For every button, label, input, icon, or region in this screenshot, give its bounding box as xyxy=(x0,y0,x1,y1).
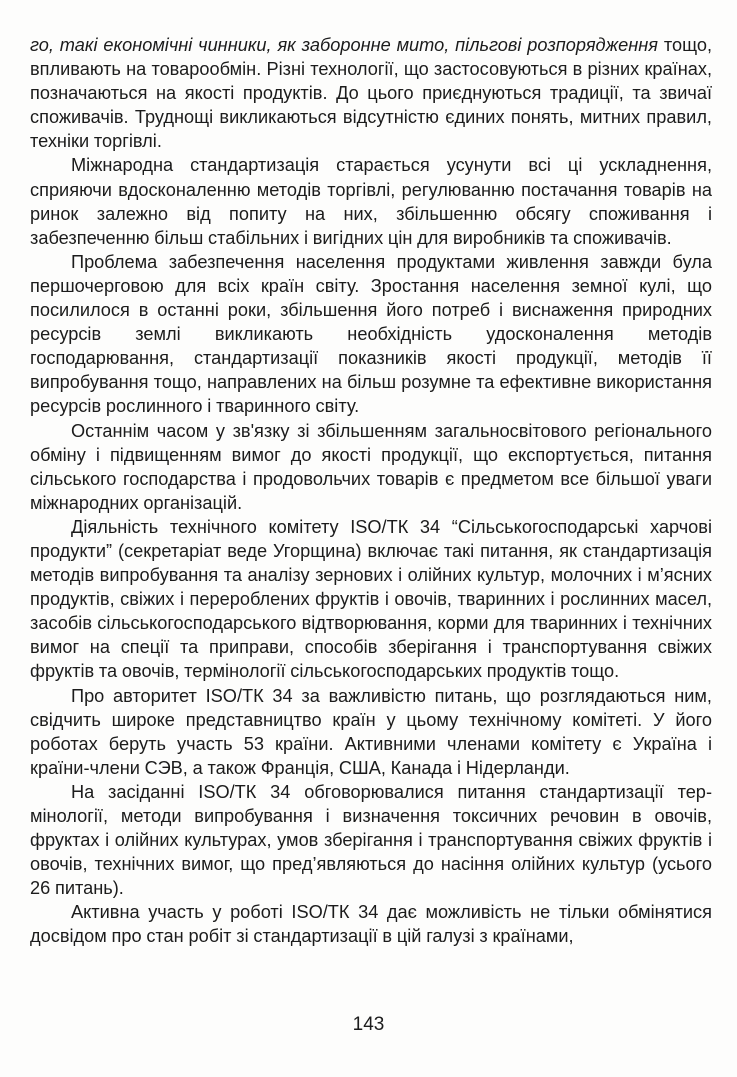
paragraph-1-text: тощо, впливають на товарообмін. Різні технології, що застосовуються в різних країнах, позначаються на якості продуктів. До цього приєднуються традиції, та звичаї споживачів. Труднощі викликаються відсутністю єдиних понять, митних правил, техніки торгівлі. xyxy=(30,35,712,152)
paragraph-4: Останнім часом у зв'язку зі збільшенням загальносвітового регіонального обміну і підвищенням вимог до якості продукції, що експортується, питання сільського господарства і продовольчих товарів є предметом все більшої уваги міжнародних організацій. xyxy=(30,420,712,513)
paragraph-8: Активна участь у роботі ISO/ТК 34 дає можливість не тільки обмінятися досвідом про стан робіт зі стандартизації в цій галузі з країнами, xyxy=(30,902,712,947)
body-text xyxy=(30,33,712,949)
paragraph-2: Міжнародна стандартизація старається усунути всі ці ускладнення, сприяючи вдосконаленню методів торгівлі, регулюванню постачання товарів на ринок залежно від попиту на них, збільшенню обсягу споживання і забезпеченню більш стабільних і вигідних цін для виробників та споживачів. xyxy=(30,155,712,248)
paragraph-7: На засіданні ISO/ТК 34 обговорювалися питання стандартизації термінології, методи випробування і визначення токсичних речовин в овочів, фруктах і олійних культурах, умов зберігання і транспортування свіжих фруктів і овочів, технічних вимог, що пред’являються до насіння олійних культур (усього 26 питань). xyxy=(30,781,712,899)
paragraph-6: Про авторитет ISO/ТК 34 за важливістю питань, що розглядаються ним, свідчить широке представництво країн у цьому технічному комітеті. У його роботах беруть участь 53 країни. Активними членами комітету є Україна і країни-члени СЭВ, а також Франція, США, Канада і Нідерланди. xyxy=(30,685,712,778)
paragraph-1 xyxy=(30,33,712,153)
paragraph-3: Проблема забезпечення населення продуктами живлення завжди була першочерговою для всіх країн світу. Зростання населення земної кулі, що посилилося в останні роки, збільшення його потреб і виснаження природних ресурсів землі викликають необхідність удосконалення методів господарювання, стандартизації показників якості продукції, методів її випробування тощо, направлених на більш розумне та ефективне використання ресурсів рослинного і тваринного світу. xyxy=(30,251,712,417)
paragraph-5: Діяльність технічного комітету ISO/ТК 34 “Сільськогосподарські харчові продукти” (секретаріат веде Угорщина) включає такі питання, як стандартизація методів випробування та аналізу зернових і олійних культур, молочних і м’ясних продуктів, свіжих і перероблених фруктів і овочів, тваринних і рослинних масел, засобів сільськогосподарського відтворювання, корми для тваринних і технічних вимог на спеції та приправи, способів зберігання і транспортування свіжих фруктів та овочів, термінології сільськогосподарських продуктів тощо. xyxy=(30,516,712,682)
page-number: 143 xyxy=(352,1014,385,1035)
paragraph-1-italic-lead: го, такі економічні чинники, як заборонне мито, пільгові розпорядження xyxy=(30,35,658,55)
